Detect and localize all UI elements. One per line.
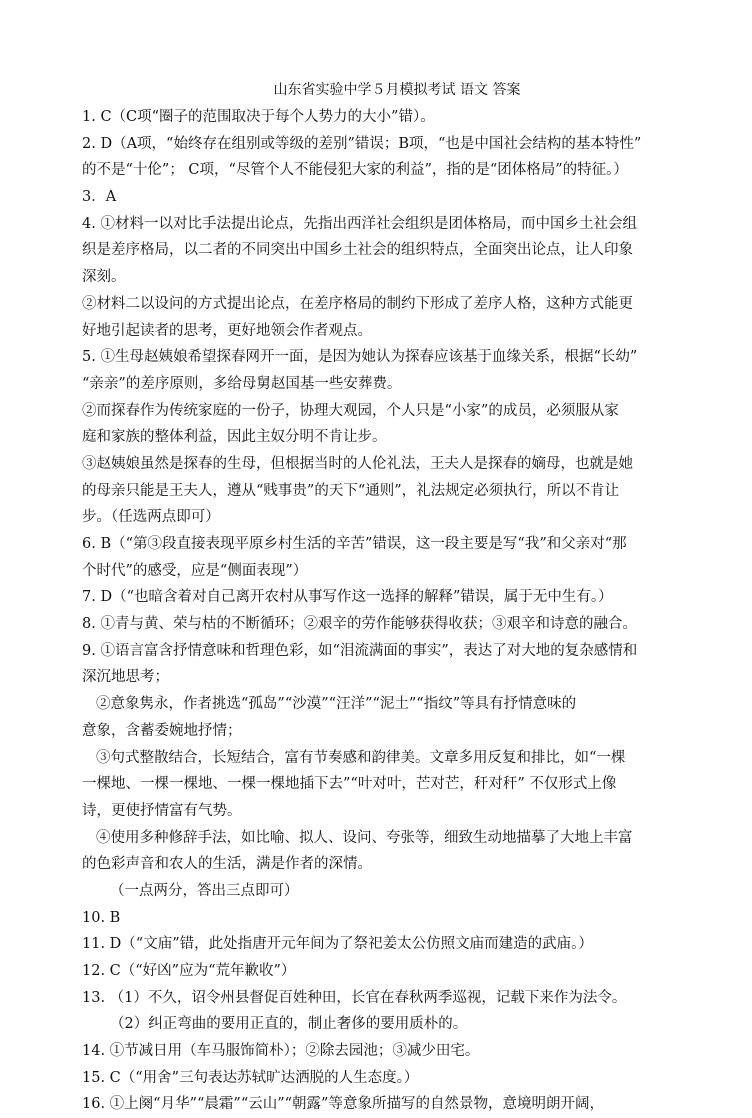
text-line: 12. C（“好凶”应为“荒年歉收”） <box>82 963 296 979</box>
text-line: 7. D（“也暗含着对自己离开农村从事写作这一选择的解释”错误，属于无中生有。） <box>82 589 613 606</box>
text-line: 深刻。 <box>82 269 126 286</box>
text-line: 个时代”的感受，应是“侧面表现”） <box>82 562 308 579</box>
text-line: 9. ①语言富含抒情意味和哲理色彩，如“泪流满面的事实”，表达了对大地的复杂感情和 <box>82 642 638 659</box>
text-line: 庭和家族的整体利益，因此主奴分明不肯让步。 <box>82 429 387 446</box>
text-line: 好地引起读者的思考，更好地领会作者观点。 <box>82 322 372 339</box>
text-line: ③句式整散结合，长短结合，富有节奏感和韵律美。文章多用反复和排比，如“一棵 <box>96 749 626 766</box>
text-line: 1. C（C项“圈子的范围取决于每个人势力的大小”错）。 <box>82 109 435 125</box>
text-line: 3．A <box>82 189 117 206</box>
text-line: 步。（任选两点即可） <box>82 509 220 526</box>
text-line: 一棵地、一棵一棵地、一棵一棵地插下去”“叶对叶，芒对芒，秆对秆” 不仅形式上像 <box>82 776 617 793</box>
text-line: 深沉地思考； <box>82 669 169 686</box>
text-line: 10. B <box>82 909 121 926</box>
text-line: 织是差序格局，以二者的不同突出中国乡土社会的组织特点，全面突出论点，让人印象 <box>82 242 633 259</box>
text-line: 诗，更使抒情富有气势。 <box>82 802 242 819</box>
answer-body <box>82 104 712 1118</box>
text-line: 15. C（“用舍”三句表达苏轼旷达洒脱的人生态度。） <box>82 1069 419 1086</box>
text-line: 2. D（A项，“始终存在组别或等级的差别”错误；B项，“也是中国社会结构的基本特性” <box>82 135 642 152</box>
text-line: （2）纠正弯曲的要用正直的，制止奢侈的要用质朴的。 <box>110 1016 468 1033</box>
text-line: “亲亲”的差序原则，多给母舅赵国基一些安葬费。 <box>82 375 402 392</box>
text-line: 13. （1）不久，诏令州县督促百姓种田，长官在春秋两季巡视，记载下来作为法令。 <box>82 989 627 1006</box>
text-line: 4. ①材料一以对比手法提出论点，先指出西洋社会组织是团体格局，而中国乡土社会组 <box>82 215 637 232</box>
text-line: 5. ①生母赵姨娘希望探春网开一面，是因为她认为探春应该基于血缘关系，根据“长幼” <box>82 349 638 366</box>
text-line: ②材料二以设问的方式提出论点，在差序格局的制约下形成了差序人格，这种方式能更 <box>82 295 633 312</box>
text-line: 14. ①节减日用（车马服饰简朴）；②除去园池；③减少田宅。 <box>82 1043 480 1060</box>
text-line: 16. ①上阕“月华”“晨霜”“云山”“朝露”等意象所描写的自然景物，意境明朗开阔， <box>82 1096 604 1113</box>
text-line: ②而探春作为传统家庭的一份子，协理大观园，个人只是“小家”的成员，必须服从家 <box>82 402 619 419</box>
text-line: 6. B（“第③段直接表现平原乡村生活的辛苦”错误，这一段主要是写“我”和父亲对“那 <box>82 536 627 552</box>
text-line: 8. ①青与黄、荣与枯的不断循环；②艰辛的劳作能够获得收获；③艰辛和诗意的融合。 <box>82 616 637 633</box>
text-line: ③赵姨娘虽然是探春的生母，但根据当时的人伦礼法，王夫人是探春的嫡母，也就是她 <box>82 455 633 472</box>
text-line: 的母亲只能是王夫人，遵从“贱事贵”的天下“通则”，礼法规定必须执行，所以不肯让 <box>82 482 620 499</box>
text-line: 的不是“十伦”； C项，“尽管个人不能侵犯大家的利益”，指的是“团体格局”的特征。） <box>82 162 628 179</box>
text-line: 的色彩声音和农人的生活，满是作者的深情。 <box>82 856 372 873</box>
text-line: 意象，含蓄委婉地抒情； <box>82 722 242 739</box>
text-line: ④使用多种修辞手法，如比喻、拟人、设问、夸张等，细致生动地描摹了大地上丰富 <box>96 829 633 846</box>
text-line: （一点两分，答出三点即可） <box>110 882 299 899</box>
text-line: ②意象隽永，作者挑选“孤岛”“沙漠”“汪洋”“泥土”“指纹”等具有抒情意味的 <box>96 696 577 713</box>
document-title: 山东省实验中学５月模拟考试 语文 答案 <box>273 82 521 98</box>
text-line: 11. D（“文庙”错，此处指唐开元年间为了祭祀姜太公仿照文庙而建造的武庙。） <box>82 936 593 953</box>
